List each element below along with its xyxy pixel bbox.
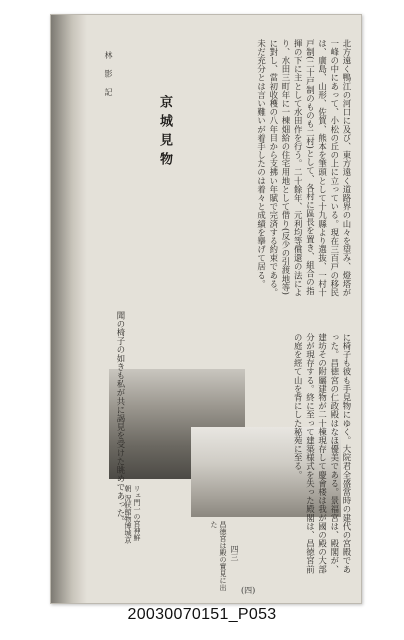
section-heading: 京城見物 [157,95,172,171]
photo-caption-1: リェ門一の宮神鮮朝 況狀館物博城京 [124,485,141,544]
scanned-page [50,14,362,604]
book-gutter [51,15,87,603]
body-text-lower-left: 聞の椅子の如きも私が共に謁見を受けた眺めであった。 [116,311,126,526]
body-text-lower-right: に椅子も彼も手見物にゆく。大院君全盛當時の建代の宮殿であった。昌徳宮の仁政殿はなほ優美である。景福宮は、殿閣が、建坊その附屬建物が二十棟現存して慶會楼は我が國の殿の大部分が現存する。終に至って建築様式を失った殿閣は、昌徳宮前の庭を經て山を背にした秘苑に至る。 [293,333,352,574]
page-number: 四三 [230,545,239,561]
body-text-upper: 北方遠く鴨江の河口に及び、東方遠く道路界の山々を望み、燈塔が一峰の中にあって、小松の丘の上に立っている。現在三百戸の移民は、廣島、山形、佐賀、熊本を筆頭として十九縣より選抜、一村十戸制(二十戸制のものも二村)として、各村に區長を置き、組合の指揮の下に主として水田作を行う。二十餘年、元利均等償還の法により、水田三町年に一棟畑給の住宅用地として借り(反少の引渡地等)に對し、當初收穫の八年目から支拂い年賦で完済する約束である。未だ充分とは言い難いが着手したのは着々と成績を擧げて居る。 [256,39,352,297]
footnote-mark: (四) [241,586,256,595]
running-head: 林 影 記 [104,51,113,101]
photo-caption-2: 昌徳宮は殿の實見に出た [210,521,227,591]
scan-id-label: 20030070151_P053 [127,606,277,623]
